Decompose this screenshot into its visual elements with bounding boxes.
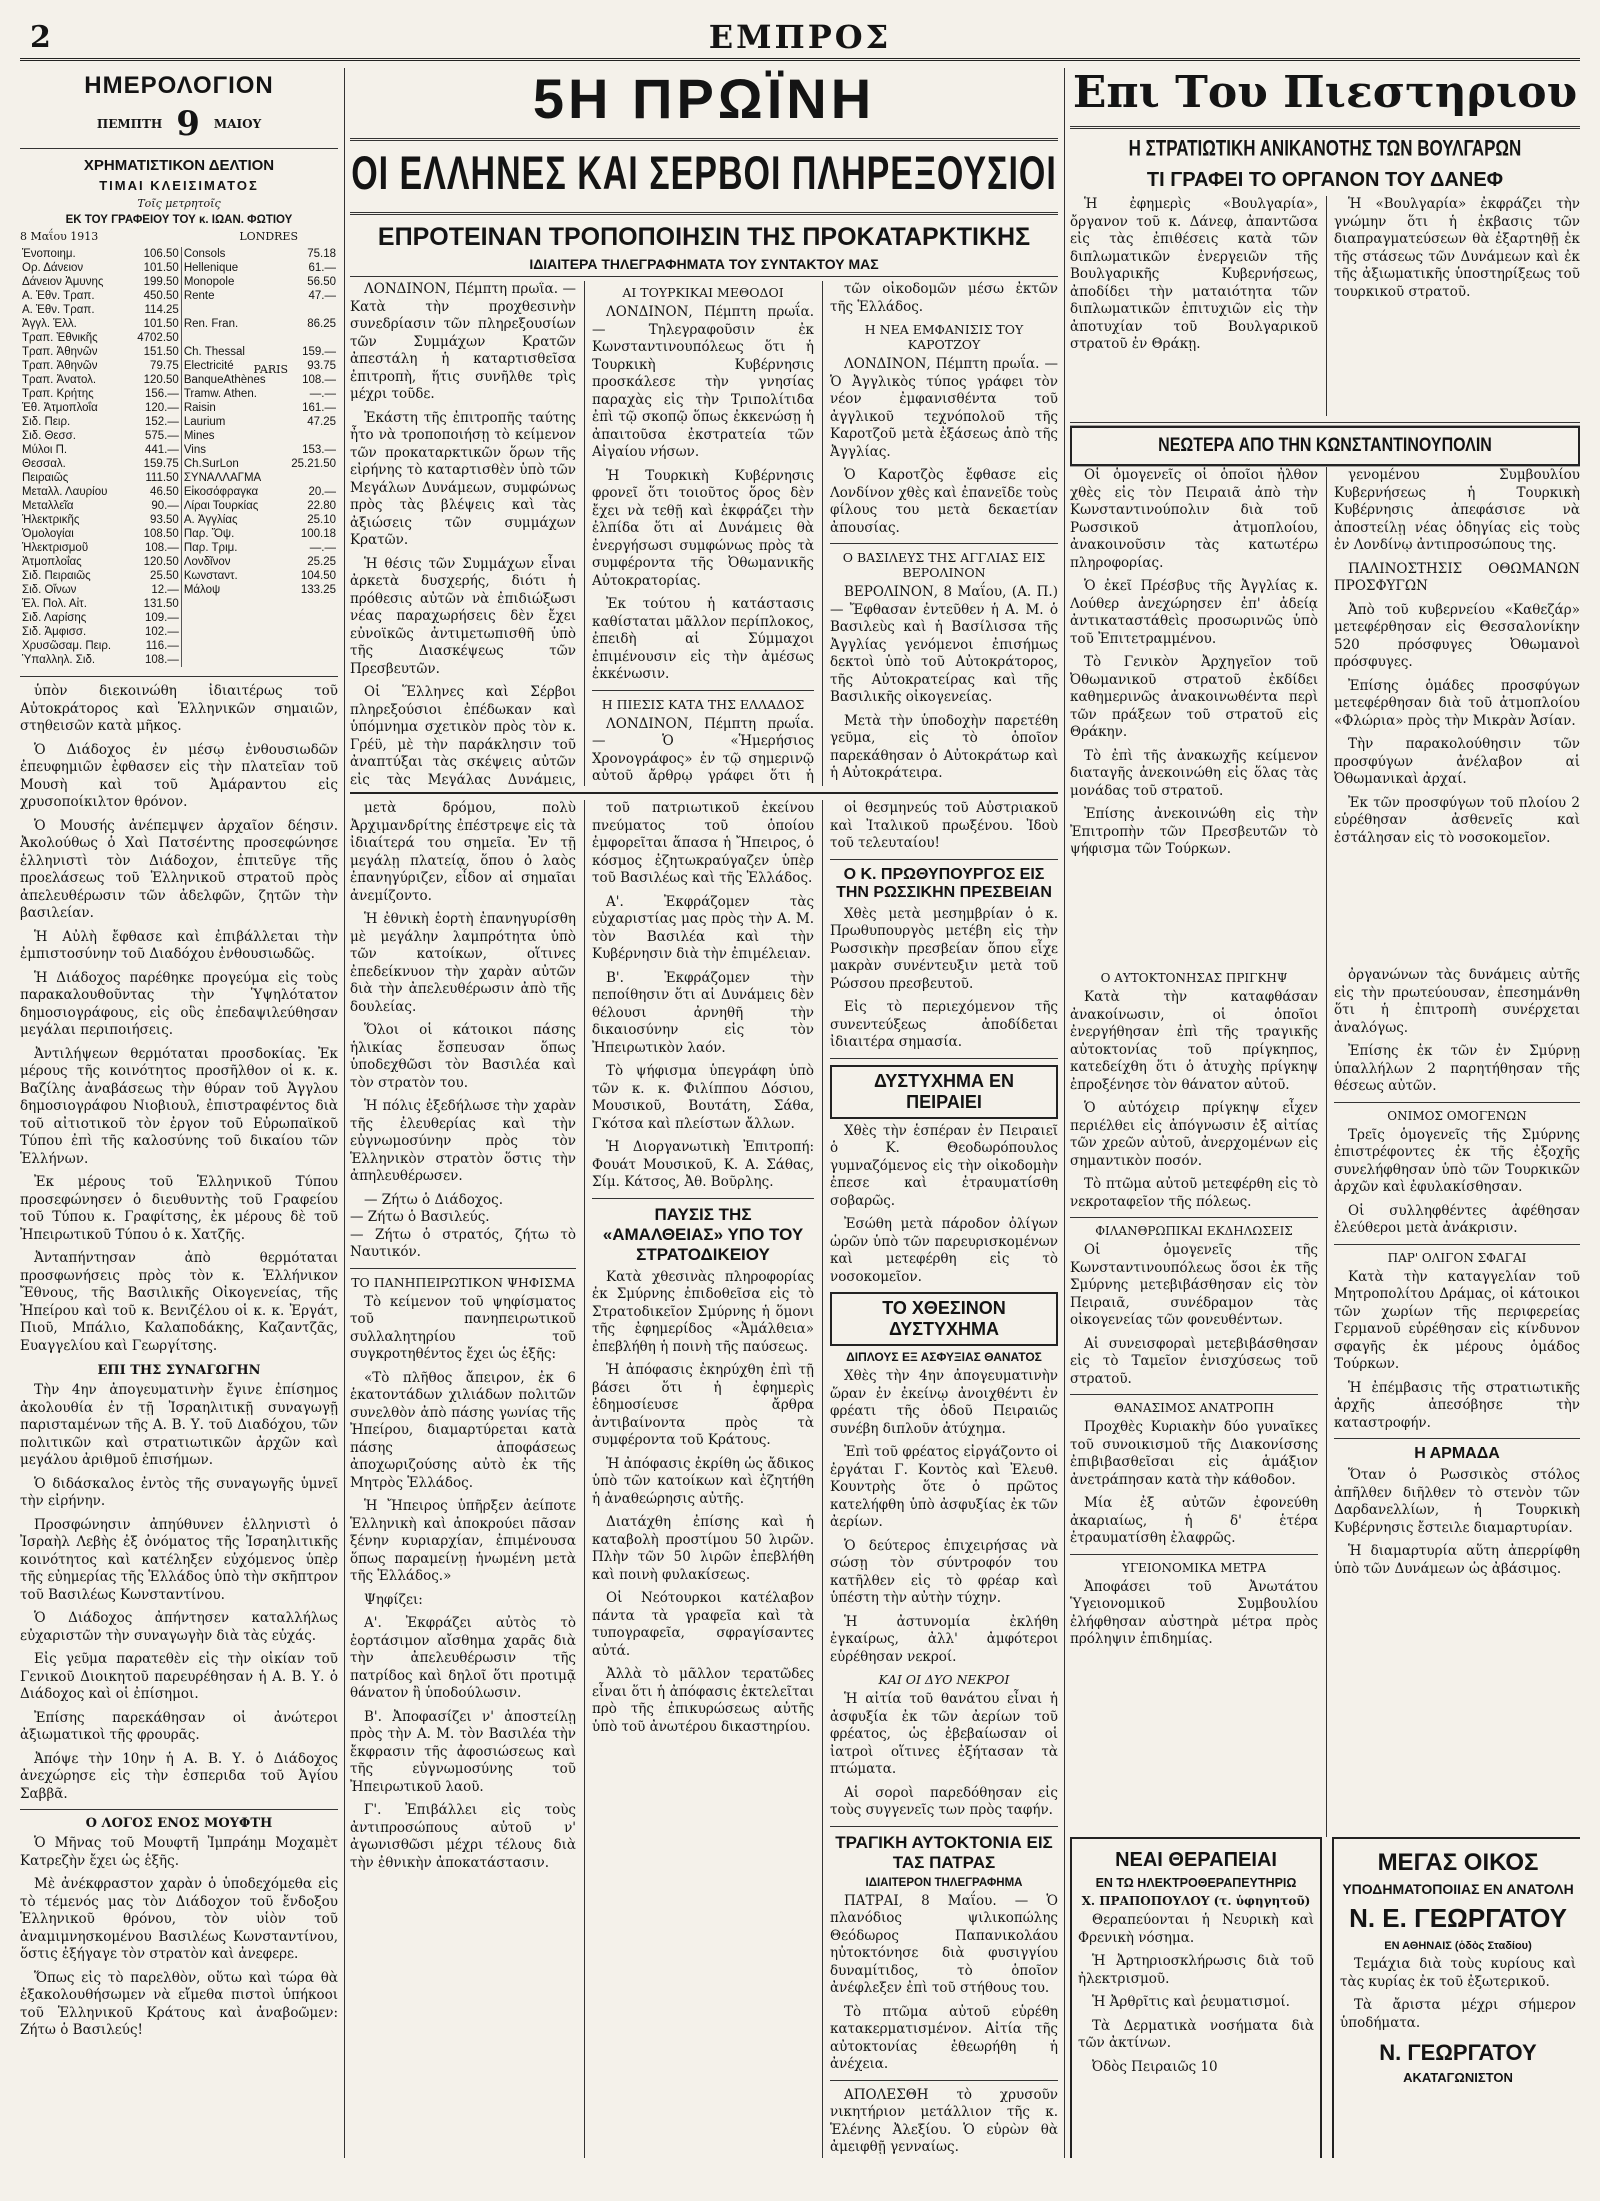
- column-left: [20, 68, 345, 2158]
- price-cell: 47.—: [308, 290, 336, 302]
- price-cell: 108.50: [128, 527, 181, 541]
- health-title: ΥΓΕΙΟΝΟΜΙΚΑ ΜΕΤΡΑ: [1121, 1560, 1267, 1575]
- article-paragraph: ὀργανώνων τὰς δυνάμεις αὐτῆς εἰς τὴν πρωτεύουσαν, ἐπεσημάνθη ὅτι ἡ ἐπιτροπὴ συνέρχεται ἀναλόγως.: [1334, 967, 1580, 1036]
- article-paragraph: Τὸ ψήφισμα ὑπεγράφη ὑπὸ τῶν κ. κ. Φιλίππου Δόσιου, Μουσικοῦ, Βουτάτη, Σάθα, Γκότσα καὶ πλείστων ἄλλων.: [592, 1063, 814, 1132]
- article-paragraph: Ἐσώθη μετὰ πάροδον ὀλίγων ὡρῶν ὑπὸ τῶν παρευρισκομένων καὶ μετεφέρθη εἰς τὸ νοσοκομεῖον.: [830, 1216, 1058, 1285]
- article-paragraph: Ὅταν ὁ Ρωσσικὸς στόλος ἀπῆλθεν διῆλθεν τὸ στενὸν τῶν Δαρδανελλίων, ἡ Τουρκικὴ Κυβέρνησις ἔστειλε διαμαρτυρίαν.: [1334, 1467, 1580, 1536]
- article-paragraph: Οἱ Ἕλληνες καὶ Σέρβοι πληρεξούσιοι ἐπέδωκαν καὶ ὑπόμνημα σχετικὸν πρὸς τὸν κ. Γρέϋ, μὲ τὴν παράκλησιν τοῦ ἀναπτύξαι τὰς σκέψεις αὐτῶν εἰς τὰς Μεγάλας Δυνάμεις,: [350, 684, 576, 786]
- price-cell: Παρ. Ὄψ.: [183, 528, 235, 540]
- price-cell: Τραπ. Ἀθηνῶν: [22, 360, 98, 372]
- article-paragraph: Ἐπὶ τοῦ φρέατος εἰργάζοντο οἱ ἐργάται Γ. Κοντὸς καὶ Ἐλευθ. Κουντρὴς ὅτε ὁ πρῶτος κατελήφθη ὑπὸ ἀσφυξίας ἐκ τῶν ἀερίων.: [830, 1444, 1058, 1530]
- pressure-title: Η ΠΙΕΣΙΣ ΚΑΤΑ ΤΗΣ ΕΛΛΑΔΟΣ: [601, 696, 805, 712]
- article-paragraph: Ὅπως εἰς τὸ παρελθὸν, οὕτω καὶ τώρα θὰ ἐξακολουθήσωμεν νὰ εἴμεθα πιστοὶ ὑπήκοοι τοῦ Ἑλληνικοῦ Κράτους καὶ ἀναβοῶμεν: Ζήτω ὁ Βασιλεύς!: [20, 1969, 338, 2038]
- article-paragraph: Ἐκάστη τῆς ἐπιτροπῆς ταύτης ἦτο νὰ τροποποιήσῃ τὸ κείμενον τῶν προκαταρκτικῶν ὅρων τῆς εἰρήνης τὸ καταρτισθὲν ὑπὸ τῶν Μεγάλων Δυνάμεων, συμφώνως πρὸς τὰς βλέψεις καὶ τὰς ἀξιώσεις τῶν συμμάχων Κρατῶν.: [350, 409, 576, 548]
- price-cell: Δάνειον Ἀμυνης: [22, 276, 104, 288]
- article-paragraph: Α'. Ἐκφράζομεν τὰς εὐχαριστίας μας πρὸς τὴν Α. Μ. τὸν Βασιλέα καὶ τὴν Κυβέρνησιν διὰ τὴν ἐπιμέλειαν.: [592, 893, 814, 962]
- ad-shoes-name: Ν. Ε. ΓΕΩΡΓΑΤΟΥ: [1349, 1903, 1567, 1933]
- article-paragraph: Τὸ κείμενον τοῦ ψηφίσματος τοῦ πανηπειρωτικοῦ συλλαλητηρίου τοῦ συγκροτηθέντος ἔχει ὡς ἑξῆς:: [350, 1293, 576, 1362]
- article-paragraph: Οἱ ὁμογενεῖς οἱ ὁποῖοι ἦλθον χθὲς εἰς τὸν Πειραιᾶ ἀπὸ τὴν Κωνσταντινούπολιν διὰ τοῦ Ρωσσικοῦ ἀτμοπλοίου, ἀνακοινοῦσιν τὰς κατωτέρω πληροφορίας.: [1070, 467, 1318, 571]
- price-cell: Ch. Thessal: [183, 346, 245, 358]
- price-cell: Hellenique: [183, 262, 239, 274]
- article-paragraph: Ἐπίσης ἀνεκοινώθη εἰς τὴν Ἐπιτροπὴν τῶν Πρεσβευτῶν τὸ ψήφισμα τῶν Τούρκων.: [1070, 806, 1318, 857]
- price-cell: Τραπ. Ἀνατολ.: [22, 374, 97, 386]
- price-cell: Ορ. Δάνειον: [22, 262, 84, 274]
- prince-title: Ο ΑΥΤΟΚΤΟΝΗΣΑΣ ΠΡΙΓΚΗΨ: [1100, 971, 1288, 985]
- article-paragraph: Οἱ Νεότουρκοι κατέλαβον πάντα τὰ γραφεῖα καὶ τὰ τυπογραφεῖα, σφραγίσαντες αὐτά.: [592, 1590, 814, 1659]
- price-cell: 106.50: [128, 247, 181, 261]
- article-paragraph: Κατὰ τὴν καταγγελίαν τοῦ Μητροπολίτου Δράμας, οἱ κάτοικοι τῶν χωρίων τῆς περιφερείας Γερμανοῦ εὑρέθησαν εἰς κίνδυνον σφαγῆς ἐκ μέρους ὁμάδος Τούρκων.: [1334, 1268, 1580, 1372]
- price-cell: 120.—: [128, 401, 181, 415]
- article-paragraph: Χθὲς τὴν ἑσπέραν ἐν Πειραιεῖ ὁ Κ. Θεοδωρόπουλος γυμναζόμενος εἰς τὴν οἰκοδομὴν ἐπεσε καὶ ἐτραυματίσθη σοβαρῶς.: [830, 1122, 1058, 1209]
- subcol-g: [592, 800, 814, 2158]
- price-cell: Ἀγγλ. Ἑλλ.: [22, 318, 77, 330]
- article-paragraph: Ἐκ τῶν προσφύγων τοῦ πλοίου 2 εὑρέθησαν ἀσθενεῖς καὶ ἐστάλησαν εἰς τὸ νοσοκομεῖον.: [1334, 794, 1580, 846]
- price-cell: Σιδ. Ἀμφισσ.: [22, 626, 87, 638]
- price-cell: Κωνσταντ.: [183, 570, 238, 582]
- suicide-sub: ΙΔΙΑΙΤΕΡΟΝ ΤΗΛΕΓΡΑΦΗΜΑ: [865, 1876, 1023, 1889]
- article-paragraph: Ὁ Μουσής ἀνέπεμψεν ἀρχαῖον δέησιν. Ἀκολούθως ὁ Χαὶ Πατσέντης προσεφώνησε ἑλληνιστὶ τὸν Διάδοχον, ἐπιτεῦγε τῆς προελάσεως τοῦ Ἑλληνικοῦ στρατοῦ πρὸς ἀπελευθέρωσιν τῶν ἀδελφῶν, ζητῶν τὴν βασιλείαν.: [20, 817, 338, 921]
- article-paragraph: Ἀπόψε τὴν 10ην ἡ Α. Β. Υ. ὁ Διάδοχος ἀνεχώρησε εἰς τὴν ἐσπεριδα τοῦ Ἀγίου Σαββᾶ.: [20, 1750, 338, 1802]
- price-cell: Ch.SurLon: [183, 458, 239, 470]
- press-title: Επι Του Πιεστηριου: [1072, 68, 1578, 118]
- price-row: [20, 303, 338, 317]
- price-cell: Τραπ. Ἀθηνῶν: [22, 346, 98, 358]
- article-paragraph: τῶν οἰκοδομῶν μέσω ἐκτῶν τῆς Ἑλλάδος.: [830, 281, 1058, 315]
- article-paragraph: Τεμάχια διὰ τοὺς κυρίους καὶ τὰς κυρίας ἐκ τοῦ ἐξωτερικοῦ.: [1340, 1956, 1576, 1990]
- article-paragraph: Προσφώνησιν ἀπηύθυνεν ἑλληνιστὶ ὁ Ἰσραὴλ Λεβὴς ἐξ ὀνόματος τῆς Ἰσραηλιτικῆς κοινότητος καὶ κατέληξεν εὐχόμενος ὑπὲρ τῆς εὐημερίας τῆς Ἑλλάδος ὑπὸ τὴν σκῆπτρον τοῦ Βασιλέως Κωνσταντίνου.: [20, 1516, 338, 1603]
- ad-therapy-sub: ΕΝ ΤΩ ΗΛΕΚΤΡΟΘΕΡΑΠΕΥΤΗΡΙΩ: [1095, 1876, 1297, 1890]
- ad-shoes-tail: ΑΚΑΤΑΓΩΝΙΣΤΟΝ: [1403, 2070, 1513, 2085]
- headline-byline: ΙΔΙΑΙΤΕΡΑ ΤΗΛΕΓΡΑΦΗΜΑΤΑ ΤΟΥ ΣΥΝΤΑΚΤΟΥ ΜΑΣ: [350, 256, 1058, 277]
- article-paragraph: Ὁ δεύτερος ἐπιχειρήσας νὰ σώσῃ τὸν σύντροφόν του κατῆλθεν εἰς τὸ φρέαρ καὶ ὑπέστη τὴν αὐτὴν τύχην.: [830, 1537, 1058, 1606]
- article-paragraph: Γ'. Ἐπιβάλλει εἰς τοὺς ἀντιπροσώπους αὐτοῦ ν' ἀγωνισθῶσι μέχρι τέλους διὰ τὴν ἐθνικὴν ἀποκατάστασιν.: [350, 1802, 576, 1871]
- price-cell: Θεσσαλ.: [22, 458, 66, 470]
- price-cell: 75.18: [307, 248, 336, 260]
- price-cell: Πειραιῶς: [22, 472, 69, 484]
- subcol-omogenon: [1334, 967, 1580, 1837]
- calendar-weekday: ΠΕΜΠΤΗ: [96, 117, 163, 131]
- article-paragraph: Χθὲς τὴν 4ην ἀπογευματινὴν ὥραν ἐν ἐκείνῳ ἀνοιχθέντι ἐν φρέατι τῆς ὁδοῦ Πειραιῶς συνέβη διπλοῦν ἀτύχημα.: [830, 1368, 1058, 1437]
- price-cell: Λονδῖνον: [183, 556, 231, 568]
- price-cell: —.—: [309, 388, 336, 400]
- subcol-a: [350, 281, 576, 786]
- price-cell: 161.—: [302, 402, 336, 414]
- article-paragraph: Β'. Ἐκφράζομεν τὴν πεποίθησιν ὅτι αἱ Δυνάμεις δὲν θέλουσι ἀρνηθῆ τὴν δικαιοσύνην εἰς τὸν Ἠπειρωτικὸν λαόν.: [592, 969, 814, 1056]
- article-paragraph: — Ζήτω ὁ Διάδοχος. — Ζήτω ὁ Βασιλεύς. — Ζήτω ὁ στρατός, ζήτω τὸ Ναυτικόν.: [350, 1191, 576, 1260]
- price-cell: Μεταλλ. Λαυρίου: [22, 486, 108, 498]
- price-cell: 25.50: [128, 569, 181, 583]
- calendar-title: ΗΜΕΡΟΛΟΓΙΟΝ: [84, 72, 274, 99]
- headline-top: 5Η ΠΡΩΪΝΗ: [532, 68, 876, 130]
- piraeus-title: ΔΥΣΤΥΧΗΜΑ ΕΝ ΠΕΙΡΑΙΕΙ: [830, 1065, 1058, 1119]
- price-cell: 199.50: [128, 275, 181, 289]
- news-body-1: [20, 683, 338, 1355]
- paris-label: PARIS: [253, 363, 288, 376]
- price-cell: Rente: [183, 290, 215, 302]
- price-cell: 156.—: [128, 387, 181, 401]
- speech-title: Ο ΛΟΓΟΣ ΕΝΟΣ ΜΟΥΦΤΗ: [85, 1816, 273, 1831]
- market-subtitle: ΤΙΜΑΙ ΚΛΕΙΣΙΜΑΤΟΣ: [99, 178, 259, 193]
- amaltheia-title: ΠΑΥΣΙΣ ΤΗΣ «ΑΜΑΛΘΕΙΑΣ» ΥΠΟ ΤΟΥ ΣΤΡΑΤΟΔΙΚΕΙΟΥ: [602, 1204, 804, 1264]
- lower-right-section: [1070, 967, 1580, 1837]
- article-paragraph: Εἰς τὸ περιεχόμενον τῆς συνεντεύξεως ἀποδίδεται ἰδιαιτέρα σημασία.: [830, 999, 1058, 1050]
- turkish-title: ΑΙ ΤΟΥΡΚΙΚΑΙ ΜΕΘΟΔΟΙ: [622, 285, 784, 300]
- price-cell: [181, 303, 281, 317]
- article-paragraph: ΒΕΡΟΛΙΝΟΝ, 8 Μαΐου, (Α. Π.) — Ἔφθασαν ἐντεῦθεν ἡ Α. Μ. ὁ Βασιλεὺς καὶ ἡ Βασίλισσα τῆς Ἀγγλίας γενόμενοι ἐπισήμως δεκτοὶ ὑπὸ τοῦ Αὐτοκράτορος, τῆς Αὐτοκρατείρας καὶ τῆς Βασιλικῆς οἰκογενείας.: [830, 584, 1058, 705]
- price-cell: 20.—: [308, 486, 336, 498]
- price-cell: Ἐθ. Ἀτμοπλοΐα: [22, 402, 98, 414]
- article-paragraph: Κατὰ τὴν καταφθάσαν ἀνακοίνωσιν, οἱ ὁποῖοι ἐνεργήθησαν ἐπὶ τῆς τραγικῆς αὐτοκτονίας τοῦ πρίγκηπος, κατεδείχθη ὅτι ὁ ἀτυχὴς πρίγκηψ ἐπροξένησε τὸν θάνατον αὐτοῦ.: [1070, 989, 1318, 1093]
- price-cell: 131.50: [128, 597, 181, 611]
- price-cell: Χρυσῶσαμ. Πειρ.: [22, 640, 112, 652]
- article-paragraph: Ἐκ τούτου ἡ κατάστασις καθίσταται μᾶλλον περίπλοκος, ἐπειδὴ αἱ Σύμμαχοι ἐπιμένουσιν εἰς τὴν ἀμέσως ἐκκένωσιν.: [592, 596, 814, 682]
- article-paragraph: Ἡ «Βουλγαρία» ἐκφράζει τὴν γνώμην ὅτι ἡ ἐκβασις τῶν διαπραγματεύσεων θὰ ἐξαρτηθῇ ἐκ τῆς στάσεως τῶν Δυνάμεων καὶ ἐκ τῆς ἀξιωματικῆς ὑποστηρίξεως τοῦ τουρκικοῦ στρατοῦ.: [1334, 196, 1580, 300]
- price-cell: 102.—: [128, 625, 181, 639]
- subcol-b: [592, 281, 814, 786]
- price-cell: —.—: [309, 542, 336, 554]
- carotzo-title: Η ΝΕΑ ΕΜΦΑΝΙΣΙΣ ΤΟΥ ΚΑΡΟΤΖΟΥ: [864, 322, 1024, 352]
- article-paragraph: Ἡ ἀπόφασις ἐκηρύχθη ἐπὶ τῇ βάσει ὅτι ἡ ἐφημερὶς ἐδημοσίευσε ἄρθρα ἀντιβαίνοντα πρὸς τὰ συμφέροντα τοῦ Κράτους.: [592, 1362, 814, 1448]
- article-paragraph: Ἐκ μέρους τοῦ Ἑλληνικοῦ Τύπου προσεφώνησεν ὁ διευθυντὴς τοῦ Γραφείου τοῦ Τύπου κ. Γραφίτσης, ἐκ μέρους δὲ τοῦ Ἠπειρωτικοῦ Τύπου ὁ κ. Χατζῆς.: [20, 1174, 338, 1243]
- price-cell: Λίραι Τουρκίας: [183, 500, 259, 512]
- headline-sub: ΕΠΡΟΤΕΙΝΑΝ ΤΡΟΠΟΠΟΙΗΣΙΝ ΤΗΣ ΠΡΟΚΑΤΑΡΚΤΙΚΗΣ: [377, 223, 1031, 251]
- ad-therapy: [1070, 1837, 1322, 2158]
- article-paragraph: Ὁ Διάδοχος ἀπήντησεν καταλλήλως εὐχαριστῶν τὴν συναγωγὴν διὰ τὰς εὐχάς.: [20, 1610, 338, 1644]
- calendar-date: [20, 104, 338, 149]
- charity-title: ΦΙΛΑΝΘΡΩΠΙΚΑΙ ΕΚΔΗΛΩΣΕΙΣ: [1095, 1224, 1293, 1238]
- price-cell: 152.—: [128, 415, 181, 429]
- price-cell: Μύλοι Π.: [22, 444, 68, 456]
- price-cell: Ἀτμοπλοΐας: [22, 556, 82, 568]
- price-cell: 25.25: [307, 556, 336, 568]
- price-cell: Ὑπαλληλ. Σιδ.: [22, 654, 96, 666]
- price-cell: 86.25: [307, 318, 336, 330]
- article-paragraph: Ἡ διαμαρτυρία αὕτη ἀπερρίφθη ὑπὸ τῶν Δυνάμεων ὡς ἀβάσιμος.: [1334, 1543, 1580, 1577]
- price-cell: 101.50: [128, 261, 181, 275]
- article-paragraph: Ἐπίσης ὁμάδες προσφύγων μετεφέρθησαν διὰ τοῦ ἀτμοπλοίου «Φλώρια» πρὸς τὴν Μικρὰν Ἀσίαν.: [1334, 677, 1580, 729]
- price-cell: 159.75: [128, 457, 181, 471]
- price-cell: 46.50: [128, 485, 181, 499]
- price-cell: Vins: [183, 444, 206, 456]
- column-center: [350, 68, 1065, 2158]
- price-cell: Σιδ. Πειραιῶς: [22, 570, 91, 582]
- price-cell: Mines: [183, 430, 215, 442]
- article-paragraph: Ἡ ἀστυνομία ἐκλήθη ἐγκαίρως, ἀλλ' ἀμφότεροι εὑρέθησαν νεκροί.: [830, 1613, 1058, 1665]
- price-cell: 153.—: [302, 444, 336, 456]
- news-body-3: [20, 1835, 338, 2040]
- price-cell: Α. Ἐθν. Τραπ.: [22, 304, 95, 316]
- page-number: 2: [30, 20, 51, 55]
- price-row: [20, 331, 338, 345]
- price-cell: [281, 331, 338, 345]
- article-paragraph: Ἡ ἐφημερὶς «Βουλγαρία», ὄργανον τοῦ κ. Δάνεφ, ἀπαντῶσα εἰς τὰς ἐπιθέσεις κατὰ τῶν διπλωματικῶν ἐνεργειῶν τῆς Βουλγαρικῆς Κυβερνήσεως, ἀποδίδει τὴν ματαιότητα τῶν διπλωματικῶν ἐπιτυχιῶν εἰς τὴν ἀποτυχίαν τοῦ Βουλγαρικοῦ στρατοῦ ἐν Θράκῃ.: [1070, 196, 1318, 352]
- price-cell: 116.—: [128, 639, 181, 653]
- article-paragraph: ΛΟΝΔΙΝΟΝ, Πέμπτη πρωΐα. — Ὁ Ἀγγλικὸς τύπος γράφει τὸν νέον ἐμφανισθέντα τοῦ ἀγγλικοῦ τεχνόπολοῦ τῆς Καροτζοῦ μετὰ ἐξάσεως ἀπὸ τῆς Ἀγγλίας.: [830, 356, 1058, 460]
- article-paragraph: Ἀντιλήψεων θερμόταται προσδοκίας. Ἐκ μέρους τῆς κοινότητος προσῆλθον οἱ κ. κ. Βαζίλης ἀναβάσεως τὴν θύραν τοῦ Ἀγγλου δημοσιογράφου Νιοβιουλ, ἐπιστραφέντος διὰ τοῦ αἰτιοτικοῦ τὸν ἐργον τοῦ Εὐρωπαϊκοῦ Τύπου ἐπὶ τῆς καλοσύνης τοῦ δικαίου τῶν Ἑλλήνων.: [20, 1045, 338, 1167]
- article-paragraph: Ἀνταπήντησαν ἀπὸ θερμόταται προσφωνήσεις πρὸς τὸν κ. Ἑλλήνικον Ἔθνους, τῆς Βασιλικῆς Οἰκογενείας, τῆς Ἠπείρου καὶ τοῦ κ. Βενιζέλου οἱ κ. κ. Ἐργάτ, Πιοῦ, Μπάλιο, Καλαποδάκης, Καζαντζᾶς, Ευαγγελίου καὶ Γεωργίτσης.: [20, 1250, 338, 1354]
- price-cell: 79.75: [128, 359, 181, 373]
- article-paragraph: Α'. Ἐκφράζει αὐτὸς τὸ ἑορτάσιμον αἴσθημα χαρᾶς διὰ τὴν ἀπελευθέρωσιν τῆς πατρίδος καὶ δηλοῖ ὅτι προτιμᾷ θάνατον ἢ ὑποδούλωσιν.: [350, 1615, 576, 1701]
- article-paragraph: Τὸ πτῶμα αὐτοῦ μετεφέρθη εἰς τὸ νεκροταφεῖον τῆς πόλεως.: [1070, 1176, 1318, 1210]
- article-paragraph: Τὴν παρακολούθησιν τῶν προσφύγων ἀνέλαβον αἱ Ὀθωμανικαὶ ἀρχαί.: [1334, 736, 1580, 787]
- accident-title: ΤΟ ΧΘΕΣΙΝΟΝ ΔΥΣΤΥΧΗΜΑ: [830, 1292, 1058, 1346]
- danef-title: ΤΙ ΓΡΑΦΕΙ ΤΟ ΟΡΓΑΝΟΝ ΤΟΥ ΔΑΝΕΦ: [1146, 169, 1504, 191]
- price-cell: 108.—: [128, 541, 181, 555]
- article-paragraph: Ἀπὸ τοῦ κυβερνείου «Καθεζάρ» μετεφέρθησαν εἰς Θεσσαλονίκην 520 πρόσφυγες Ὀθωμανοὶ πρόσφυγες.: [1334, 601, 1580, 670]
- article-paragraph: Ὁ αὐτόχειρ πρίγκηψ εἶχεν περιέλθει εἰς ἀπόγνωσιν ἐξ αἰτίας τῶν χρεῶν αὐτοῦ, ἀνερχομένων εἰς σημαντικὸν ποσόν.: [1070, 1100, 1318, 1169]
- article-paragraph: Μία ἐξ αὐτῶν ἐφονεύθη ἀκαριαίως, ἡ δ' ἑτέρα ἐτραυματίσθη ἐλαφρῶς.: [1070, 1495, 1318, 1546]
- price-cell: 133.25: [300, 584, 336, 596]
- ad-shoes: [1332, 1837, 1580, 2158]
- article-paragraph: Ἡ πόλις ἐξεδήλωσε τὴν χαρὰν τῆς ἐλευθερίας καὶ τὴν εὐγνωμοσύνην πρὸς τὸν Ἑλληνικὸν στρατὸν ὅστις τὴν ἀπηλευθέρωσεν.: [350, 1098, 576, 1184]
- article-paragraph: Ὁ Διάδοχος ἐν μέσῳ ἐνθουσιωδῶν ἐπευφημιῶν ἐφθασεν εἰς τὴν πλατεῖαν τοῦ Μουσὴ καὶ τοῦ Ἀμάραντου εἰς χρυσοποίκιλτον θρόνον.: [20, 741, 338, 810]
- article-paragraph: Οἱ ὁμογενεῖς τῆς Κωνσταντινουπόλεως ὅσοι ἐκ τῆς Σμύρνης μετεβιβάσθησαν εἰς τὸν Πειραιᾶ, συνέδραμον τὰς οἰκογενείας τῶν φονευθέντων.: [1070, 1242, 1318, 1328]
- article-paragraph: Ἡ Τουρκικὴ Κυβέρνησις φρονεῖ ὅτι τοιοῦτος ὅρος δὲν ἔχει νὰ τεθῇ καὶ ἐκφράζει τὴν ἐλπίδα ὅτι αἱ Δυνάμεις θὰ ἐνεργήσωσι συμφώνως πρὸς τὰ συμφέροντα τῆς Ὀθωμανικῆς Αὐτοκρατορίας.: [592, 467, 814, 589]
- article-paragraph: Ἡ Ἀρθρῖτις καὶ ῥευματισμοί.: [1092, 1994, 1290, 2010]
- article-paragraph: Μετὰ τὴν ὑποδοχὴν παρετέθη γεῦμα, εἰς τὸ ὁποῖον παρεκάθησαν ὁ Αὐτοκράτωρ καὶ ἡ Αὐτοκράτειρα.: [830, 712, 1058, 781]
- price-cell: 109.—: [128, 611, 181, 625]
- article-paragraph: Β'. Ἀποφασίζει ν' ἀποστείλῃ πρὸς τὴν Α. Μ. τὸν Βασιλέα τὴν ἔκφρασιν τῆς ἀφοσιώσεως καὶ τῆς εὐγνωμοσύνης τοῦ Ἠπειρωτικοῦ λαοῦ.: [350, 1708, 576, 1795]
- article-paragraph: Ἐπίσης ἐκ τῶν ἐν Σμύρνῃ ὑπαλλήλων 2 παρητήθησαν τῆς θέσεως αὐτῶν.: [1334, 1043, 1580, 1094]
- article-paragraph: ΛΟΝΔΙΝΟΝ, Πέμπτη πρωΐα. — Ὁ «Ἡμερήσιος Χρονογράφος» ἐν τῷ σημερινῷ αὐτοῦ ἄρθρῳ γράφει ὅτι ἡ: [592, 715, 814, 784]
- article-paragraph: μετὰ δρόμου, πολὺ Ἀρχιμανδρίτης ἐπέστρεψε εἰς τὰ ἰδιαίτερά του σημεῖα. Ἐν τῇ μεγάλῃ πλατείᾳ, ὅπου ὁ λαὸς ἐπανηγύριζεν, εἶδον αἱ σημαῖαι ἀνεμίζοντο.: [350, 800, 576, 904]
- ad-therapy-name: Χ. ΠΡΑΠΟΠΟΥΛΟΥ (τ. ὑφηγητοῦ): [1081, 1894, 1311, 1908]
- article-paragraph: Ἡ θέσις τῶν Συμμάχων εἶναι ἀρκετὰ δυσχερής, διότι ἡ πρόθεσις αὐτῶν νὰ ἐπιδιώξωσι νέας παραχωρήσεις δὲν ἔχει εὐνοϊκῶς ἀντιμετωπισθῆ ὑπὸ τῆς Διασκέψεως τῶν Πρεσβευτῶν.: [350, 555, 576, 677]
- ads-section: [1070, 1837, 1580, 2158]
- article-paragraph: Ὁ διδάσκαλος ἐντὸς τῆς συναγωγῆς ὑμνεῖ τὴν εἰρήνην.: [20, 1475, 338, 1509]
- price-cell: Ἠλεκτρικῆς: [22, 514, 80, 526]
- psifisma-title: ΤΟ ΠΑΝΗΠΕΙΡΩΤΙΚΟΝ ΨΗΦΙΣΜΑ: [351, 1274, 575, 1290]
- accident-sub: ΔΙΠΛΟΥΣ ΕΞ ΑΣΦΥΞΙΑΣ ΘΑΝΑΤΟΣ: [846, 1350, 1042, 1364]
- price-cell: Ἐλ. Πολ. Αἰτ.: [22, 598, 87, 610]
- synagogue-title: ΕΠΙ ΤΗΣ ΣΥΝΑΓΩΓΗΝ: [97, 1363, 261, 1378]
- price-cell: Raisin: [183, 402, 216, 414]
- price-row: [20, 261, 338, 275]
- article-paragraph: Αἱ σοροὶ παρεδόθησαν εἰς τοὺς συγγενεῖς των πρὸς ταφήν.: [830, 1784, 1058, 1818]
- price-cell: Σιδ. Λαρίσης: [22, 612, 87, 624]
- price-cell: 114.25: [128, 303, 181, 317]
- article-paragraph: ΛΟΝΔΙΝΟΝ, Πέμπτη πρωΐα. — Κατὰ τὴν προχθεσινὴν συνεδρίασιν τῶν πληρεξουσίων τῶν Συμμάχων Κρατῶν ἀπεστάλη ἡ καταρτισθεῖσα ἐπιτροπὴ, ἥτις συνῆλθε τρὶς μέχρι τοῦδε.: [350, 281, 576, 402]
- article-paragraph: Εἰς γεῦμα παρατεθὲν εἰς τὴν οἰκίαν τοῦ Γενικοῦ Διοικητοῦ παρευρέθησαν ἡ Α. Β. Υ. ὁ Διάδοχος καὶ οἱ ἐπίσημοι.: [20, 1651, 338, 1702]
- article-paragraph: Τὸ πτῶμα αὐτοῦ εὑρέθη κατακερματισμένον. Αἰτία τῆς αὐτοκτονίας ἐθεωρήθη ἡ ἀνέχεια.: [830, 2003, 1058, 2072]
- price-cell: ΣΥΝΑΛΛΑΓΜΑ: [183, 472, 262, 484]
- price-cell: 93.75: [307, 360, 336, 372]
- article-paragraph: Ἡ Διάδοχος παρέθηκε προγεύμα εἰς τοὺς παρακαλουθοῦντας τὴν Ὑψηλότατον δημοσιογράφους, εἰς οὓς ἐπεδαψιλεύθησαν μεγάλαι περιποιήσεις.: [20, 969, 338, 1038]
- price-cell: Παρ. Τριμ.: [183, 542, 238, 554]
- price-cell: 93.50: [128, 513, 181, 527]
- market-date: 8 Μαΐου 1913: [20, 230, 99, 243]
- price-cell: Tramw. Athen.: [183, 388, 257, 400]
- subcol-i: [830, 800, 1058, 2158]
- article-paragraph: Μὲ ἀνέκφραστον χαρὰν ὁ ὑποδεχόμεθα εἰς τὸ τέμενός μας τὸν Διάδοχον τοῦ ἔνδοξου Ἑλληνικοῦ θρόνου, τὸν υἱὸν τοῦ ἀναμιμνησκομένου Βασιλέως Κωνσταντίνου, ὅστις ἐξήγαγε τὸν στρατὸν καὶ ἀνεφερε.: [20, 1876, 338, 1962]
- news-body-2: [20, 1382, 338, 1803]
- price-cell: Σιδ. Θεσσ.: [22, 430, 76, 442]
- article-paragraph: Τὸ Γενικὸν Ἀρχηγεῖον τοῦ Ὀθωμανικοῦ στρατοῦ ἐκδίδει καθημερινῶς ἀνακοινωθέντα περὶ τῶν πράξεων τοῦ στρατοῦ εἰς Θράκην.: [1070, 654, 1318, 740]
- ad-shoes-location: ΕΝ ΑΘΗΝΑΙΣ (ὁδὸς Σταδίου): [1384, 1940, 1532, 1952]
- article-paragraph: Ἀποφάσει τοῦ Ἀνωτάτου Ὑγειονομικοῦ Συμβουλίου ἐλήφθησαν αὐστηρὰ μέτρα πρὸς πρόληψιν ἐπιδημίας.: [1070, 1578, 1318, 1647]
- ad-shoes-title: ΜΕΓΑΣ ΟΙΚΟΣ: [1377, 1849, 1539, 1876]
- calendar-day: 9: [176, 104, 200, 144]
- article-paragraph: Ἡ Ἀρτηριοσκλήρωσις διὰ τοῦ ἠλεκτρισμοῦ.: [1078, 1953, 1314, 1987]
- price-cell: Σιδ. Οἴνων: [22, 584, 77, 596]
- price-row: [20, 345, 338, 359]
- price-row: [20, 289, 338, 303]
- price-cell: Εἰκοσόφραγκα: [183, 486, 259, 498]
- article-paragraph: Ἡ Αὐλὴ ἔφθασε καὶ ἐπιβάλλεται τὴν ἐμπιστοσύνην τοῦ Διαδόχου ἐνθουσιωδῶς.: [20, 928, 338, 962]
- armada-title: Η ΑΡΜΑΔΑ: [1414, 1445, 1500, 1462]
- article-paragraph: Ἡ Ἤπειρος ὑπῆρξεν ἀείποτε Ἑλληνικὴ καὶ ἀποκρούει πᾶσαν ξένην κυριαρχίαν, ἐπιμένουσα ὅπως παραμείνῃ ἡνωμένη μετὰ τῆς Ἑλλάδος.»: [350, 1498, 576, 1584]
- constantinople-title: ΝΕΩΤΕΡΑ ΑΠΟ ΤΗΝ ΚΩΝΣΤΑΝΤΙΝΟΥΠΟΛΙΝ: [1070, 426, 1580, 467]
- price-cell: 120.50: [128, 373, 181, 387]
- article-paragraph: Αἱ συνεισφοραὶ μετεβιβάσθησαν εἰς τὸ Ταμεῖον ἐνισχύσεως τοῦ στρατοῦ.: [1070, 1335, 1318, 1387]
- article-paragraph: ΠΑΛΙΝΟΣΤΗΣΙΣ ΟΘΩΜΑΝΩΝ ΠΡΟΣΦΥΓΩΝ: [1334, 560, 1580, 594]
- headline-main: ΟΙ ΕΛΛΗΝΕΣ ΚΑΙ ΣΕΡΒΟΙ ΠΛΗΡΕΞΟΥΣΙΟΙ: [351, 147, 1057, 201]
- article-paragraph: γενομένου Συμβουλίου Κυβερνήσεως ἡ Τουρκικὴ Κυβέρνησις ἀπεφάσισε νὰ ἀποστείλῃ νέας ὁδηγίας εἰς τοὺς ἐν Λονδίνῳ ἀντιπροσώπους της.: [1334, 467, 1580, 553]
- article-paragraph: Ὁ Καροτζὸς ἔφθασε εἰς Λονδίνον χθὲς καὶ ἐπανεῖδε τοὺς φίλους του μετὰ δεκαετίαν ἀπουσίας.: [830, 467, 1058, 536]
- omogenon-title: ΟΝΙΜΟΣ ΟΜΟΓΕΝΩΝ: [1387, 1108, 1527, 1123]
- price-cell: 61.—: [308, 262, 336, 274]
- subcol-e: [350, 800, 576, 2158]
- constantinople-section: [1070, 467, 1580, 967]
- newspaper-page: [20, 18, 1580, 2158]
- price-row: [20, 275, 338, 289]
- price-cell: 575.—: [128, 429, 181, 443]
- danef-section: [1070, 196, 1580, 416]
- article-paragraph: ΛΟΝΔΙΝΟΝ, Πέμπτη πρωΐα. — Τηλεγραφοῦσιν ἐκ Κωνσταντινουπόλεως ὅτι ἡ Τουρκικὴ Κυβέρνησις προσκάλεσε τὴν γνησίας παραχὰς εἰς τὴν Τριπολίτιδα ἐπὶ τῷ σκοπῷ ὅπως ἐκκενώσῃ ἡ ἀπαιτοῦσα ἐκστρατεία τῶν Αἰγαίου νήσων.: [592, 304, 814, 460]
- price-cell: Μάλοψ: [183, 584, 221, 596]
- article-paragraph: ΑΠΟΛΕΣΘΗ τὸ χρυσοῦν νικητήριον μετάλλιον τῆς κ. Ἑλένης Ἀλεξίου. Ὁ εὑρὼν θὰ ἀμειφθῇ γενναίως.: [830, 2086, 1058, 2155]
- price-cell: Τραπ. Ἐθνικῆς: [22, 332, 98, 344]
- article-paragraph: Τὴν 4ην ἀπογευματινὴν ἔγινε ἐπίσημος ἀκολουθία ἐν τῇ Ἰσραηλιτικῇ συναγωγῇ παρισταμένων τῆς Α. Β. Υ. τοῦ Διαδόχου, τῶν πολιτικῶν καὶ στρατιωτικῶν ἀρχῶν καὶ μεγάλου ἀριθμοῦ ἐπισήμων.: [20, 1382, 338, 1468]
- price-cell: 159.—: [302, 346, 336, 358]
- article-paragraph: Ὀδὸς Πειραιῶς 10: [1092, 2058, 1218, 2075]
- masthead: [20, 18, 1580, 61]
- price-cell: 56.50: [307, 276, 336, 288]
- price-cell: 101.50: [128, 317, 181, 331]
- article-paragraph: Ἐπίσης παρεκάθησαν οἱ ἀνώτεροι ἀξιωματικοὶ τῆς φρουρᾶς.: [20, 1709, 338, 1743]
- article-paragraph: Ἡ αἰτία τοῦ θανάτου εἶναι ἡ ἀσφυξία ἐκ τῶν ἀερίων τοῦ φρέατος, ὡς ἐβεβαίωσαν οἱ ἰατροὶ οἵτινες ἐξήτασαν τὰ πτώματα.: [830, 1691, 1058, 1777]
- article-paragraph: Ἡ ἀπόφασις ἐκρίθη ὡς ἄδικος ὑπὸ τῶν κατοίκων καὶ ἐζητήθη ἡ ἀναθεώρησις αὐτῆς.: [592, 1455, 814, 1507]
- article-paragraph: Οἱ συλληφθέντες ἀφέθησαν ἐλεύθεροι μετὰ ἀνάκρισιν.: [1334, 1202, 1580, 1236]
- article-paragraph: ὑπὸν διεκοινώθη ἰδιαιτέρως τοῦ Αὐτοκράτορος καὶ Ἑλληνικῶν σημαιῶν, στηθεισῶν κατὰ μῆκος.: [20, 683, 338, 734]
- article-paragraph: τοῦ πατριωτικοῦ ἐκείνου πνεύματος τοῦ ὁποίου ἐμφορεῖται ἅπασα ἡ Ἤπειρος, ὁ κόσμος ἐζητωκραύγαζεν ὑπὲρ τοῦ Βασιλέως καὶ τῆς Ἑλλάδος.: [592, 800, 814, 886]
- ad-therapy-title: ΝΕΑΙ ΘΕΡΑΠΕΙΑΙ: [1115, 1849, 1277, 1871]
- price-cell: 25.10: [307, 514, 336, 526]
- article-paragraph: Ψηφίζει:: [364, 1591, 423, 1608]
- price-cell: [181, 331, 281, 345]
- article-paragraph: Διατάχθη ἐπίσης καὶ ἡ καταβολὴ προστίμου 50 λιρῶν. Πλὴν τῶν 50 λιρῶν ἐπεβλήθη καὶ ποινὴ φυλακίσεως.: [592, 1514, 814, 1583]
- price-cell: 108.—: [128, 653, 181, 667]
- market-date-row: [20, 230, 338, 243]
- price-cell: [281, 303, 338, 317]
- price-cell: Consols: [183, 248, 226, 260]
- article-paragraph: Ὁ ἐκεῖ Πρέσβυς τῆς Ἀγγλίας κ. Λούθερ ἀνεχώρησεν ἐπ' ἀδείᾳ ἀντικαταστάθεὶς προσωρινῶς ὑπὸ τοῦ Ἐπιτετραμμένου.: [1070, 578, 1318, 647]
- article-paragraph: Ἡ ἐθνικὴ ἑορτὴ ἐπανηγυρίσθη μὲ μεγάλην λαμπρότητα ὑπὸ τῶν κατοίκων, οἵτινες ἐπεδείκνυον τὴν χαρὰν αὐτῶν διὰ τὴν ἀπελευθέρωσιν ἀπὸ τῆς δουλείας.: [350, 911, 576, 1015]
- price-cell: 100.18: [300, 528, 336, 540]
- price-cell: 25.21.50: [291, 458, 336, 470]
- price-cell: Τραπ. Κρήτης: [22, 388, 94, 400]
- article-paragraph: Ὅλοι οἱ κάτοικοι πάσης ἡλικίας ἔσπευσαν ὅπως ὑποδεχθῶσι τὸν Βασιλέα καὶ τὸν στρατὸν του.: [350, 1022, 576, 1091]
- price-cell: Electricité: [183, 360, 234, 372]
- paper-name: ΕΜΠΡΟΣ: [708, 18, 892, 56]
- article-paragraph: Κατὰ χθεσινὰς πληροφορίας ἐκ Σμύρνης ἐπιδοθεῖσα εἰς τὸ Στρατοδικεῖον Σμύρνης ἡ ὅμονι τῆς ἐφημερίδος «Ἀμάλθεια» ἐπεβλήθη ἡ ποινὴ τῆς παύσεως.: [592, 1268, 814, 1355]
- article-paragraph: Χθὲς μετὰ μεσημβρίαν ὁ κ. Πρωθυπουργὸς μετέβη εἰς τὴν Ρωσσικὴν πρεσβείαν ὅπου εἶχε μακρὰν συνέντευξιν μετὰ τοῦ Ρώσσου πρεσβευτοῦ.: [830, 905, 1058, 992]
- article-paragraph: Θεραπεύονται ἡ Νευρικὴ καὶ Φρενικὴ νόσημα.: [1078, 1912, 1314, 1946]
- price-cell: BanqueAthènes: [183, 374, 266, 386]
- overturn-title: ΘΑΝΑΣΙΜΟΣ ΑΝΑΤΡΟΠΗ: [1114, 1401, 1274, 1415]
- lower-section: [350, 800, 1058, 2158]
- market-source-1: Τοῖς μετρητοῖς: [137, 197, 221, 210]
- london-label: LONDRES: [239, 230, 298, 243]
- article-paragraph: Ἡ Διοργανωτικὴ Ἐπιτροπή: Φουάτ Μουσικοῦ, Κ. Α. Σάθας, Σίμ. Κάτσος, Ἀθ. Βοῦρλης.: [592, 1139, 814, 1190]
- article-paragraph: Ὁ Μῆνας τοῦ Μουφτῆ Ἰμπράημ Μοχαμὲτ Κατρεζὴν ἔχει ὡς ἑξῆς.: [20, 1835, 338, 1869]
- ad-shoes-name-2: Ν. ΓΕΩΡΓΑΤΟΥ: [1379, 2040, 1537, 2065]
- subcol-prince: [1070, 967, 1318, 1837]
- price-cell: 47.25: [307, 416, 336, 428]
- price-cell: 90.—: [128, 499, 181, 513]
- price-cell: 108.—: [302, 374, 336, 386]
- price-row: [20, 317, 338, 331]
- price-cell: 441.—: [128, 443, 181, 457]
- article-paragraph: Τὸ ἐπὶ τῆς ἀνακωχῆς κείμενον διαταγῆς ἀνεκοινώθη εἰς ὅλας τὰς μονάδας τοῦ στρατοῦ.: [1070, 747, 1318, 799]
- price-cell: 151.50: [128, 345, 181, 359]
- price-cell: 22.80: [307, 500, 336, 512]
- price-cell: Α. Ἐθν. Τραπ.: [22, 290, 95, 302]
- upper-section: [350, 281, 1058, 786]
- article-paragraph: Ἀλλὰ τὸ μᾶλλον τερατῶδες εἶναι ὅτι ἡ ἀπόφασις ἐκτελεῖται πρὸ τῆς ἐπικυρώσεως αὐτῆς ὑπὸ τοῦ ἀνωτέρου δικαστηρίου.: [592, 1666, 814, 1735]
- article-paragraph: Προχθὲς Κυριακὴν δύο γυναῖκες τοῦ συνοικισμοῦ τῆς Διακονίσσης ἐπιβιβασθεῖσαι εἰς ἁμάξιον ἀνετράπησαν κατὰ τὴν κάθοδον.: [1070, 1419, 1318, 1488]
- calendar-month: ΜΑΙΟΥ: [213, 117, 262, 131]
- price-cell: Laurium: [183, 416, 226, 428]
- pm-title: Ο Κ. ΠΡΩΘΥΠΟΥΡΓΟΣ ΕΙΣ ΤΗΝ ΡΩΣΣΙΚΗΝ ΠΡΕΣΒΕΙΑΝ: [836, 865, 1052, 901]
- king-title: Ο ΒΑΣΙΛΕΥΣ ΤΗΣ ΑΓΓΛΙΑΣ ΕΙΣ ΒΕΡΟΛΙΝΟΝ: [842, 550, 1046, 580]
- column-right: [1070, 68, 1580, 2158]
- price-cell: Σιδ. Πειρ.: [22, 416, 71, 428]
- price-cell: 4702.50: [128, 331, 181, 345]
- massacre-title: ΠΑΡ' ΟΛΙΓΟΝ ΣΦΑΓΑΙ: [1387, 1250, 1527, 1265]
- price-cell: Ren. Fran.: [183, 318, 239, 330]
- ad-shoes-sub: ΥΠΟΔΗΜΑΤΟΠΟΙΙΑΣ ΕΝ ΑΝΑΤΟΛΗ: [1342, 1881, 1574, 1897]
- article-paragraph: «Τὸ πλῆθος ἄπειρον, ἐκ 6 ἑκατοντάδων χιλιάδων πολιτῶν συνελθὸν ἀπὸ πάσης γωνίας τῆς Ἠπείρου, διαμαρτύρεται κατὰ πάσης ἀποφάσεως ἀποχωριζούσης αὐτὸ ἐκ τῆς Μητρὸς Ἑλλάδος.: [350, 1369, 576, 1491]
- price-cell: Ἐνοποιημ.: [22, 248, 76, 260]
- price-cell: Μεταλλεῖα: [22, 500, 74, 512]
- article-paragraph: ΠΑΤΡΑΙ, 8 Μαΐου. — Ὁ πλανόδιος ψιλικοπώλης Θεόδωρος Παπανικολάου ηὐτοκτόνησε διὰ φυσιγγίου δυναμίτιδος, τὸ ὁποῖον ἀνέφλεξεν ἐπὶ τοῦ στήθους του.: [830, 1892, 1058, 1996]
- price-row: [20, 247, 338, 261]
- subcol-c: [830, 281, 1058, 786]
- article-paragraph: οἱ θεσμηνεύς τοῦ Αὐστριακοῦ καὶ Ἰταλικοῦ πρωξένου. Ἰδοὺ τοῦ τελευταίου!: [830, 800, 1058, 851]
- bulgar-title: Η ΣΤΡΑΤΙΩΤΙΚΗ ΑΝΙΚΑΝΟΤΗΣ ΤΩΝ ΒΟΥΛΓΑΡΩΝ: [1128, 136, 1522, 161]
- market-source-2: ΕΚ ΤΟΥ ΓΡΑΦΕΙΟΥ ΤΟΥ κ. ΙΩΑΝ. ΦΩΤΙΟΥ: [65, 214, 293, 226]
- suicide-title: ΤΡΑΓΙΚΗ ΑΥΤΟΚΤΟΝΙΑ ΕΙΣ ΤΑΣ ΠΑΤΡΑΣ: [835, 1832, 1053, 1872]
- market-title: ΧΡΗΜΑΤΙΣΤΙΚΟΝ ΔΕΛΤΙΟΝ: [83, 157, 275, 174]
- price-cell: Ὁμολογίαι: [22, 528, 74, 540]
- price-cell: Α. Ἀγγλίας: [183, 514, 238, 526]
- price-cell: 120.50: [128, 555, 181, 569]
- price-cell: 104.50: [300, 570, 336, 582]
- price-cell: 111.50: [128, 471, 181, 485]
- price-cell: Ἠλεκτρισμοῦ: [22, 542, 89, 554]
- article-paragraph: Ἡ ἐπέμβασις τῆς στρατιωτικῆς ἀρχῆς ἀπεσόβησε τὴν καταστροφήν.: [1334, 1379, 1580, 1431]
- article-paragraph: Τὰ ἄριστα μέχρι σήμερον ὑποδήματα.: [1340, 1997, 1576, 2031]
- price-cell: 12.—: [128, 583, 181, 597]
- article-paragraph: Τὰ Δερματικὰ νοσήματα διὰ τῶν ἀκτίνων.: [1078, 2017, 1314, 2051]
- article-paragraph: Τρεῖς ὁμογενεῖς τῆς Σμύρνης ἐπιστρέφοντες ἐκ τῆς ἐξοχῆς συνελήφθησαν ὑπὸ τῶν Τουρκικῶν ἀρχῶν καὶ ἐφυλακίσθησαν.: [1334, 1126, 1580, 1195]
- dead-title: ΚΑΙ ΟΙ ΔΥΟ ΝΕΚΡΟΙ: [878, 1672, 1010, 1687]
- price-cell: Monopole: [183, 276, 235, 288]
- price-cell: 450.50: [128, 289, 181, 303]
